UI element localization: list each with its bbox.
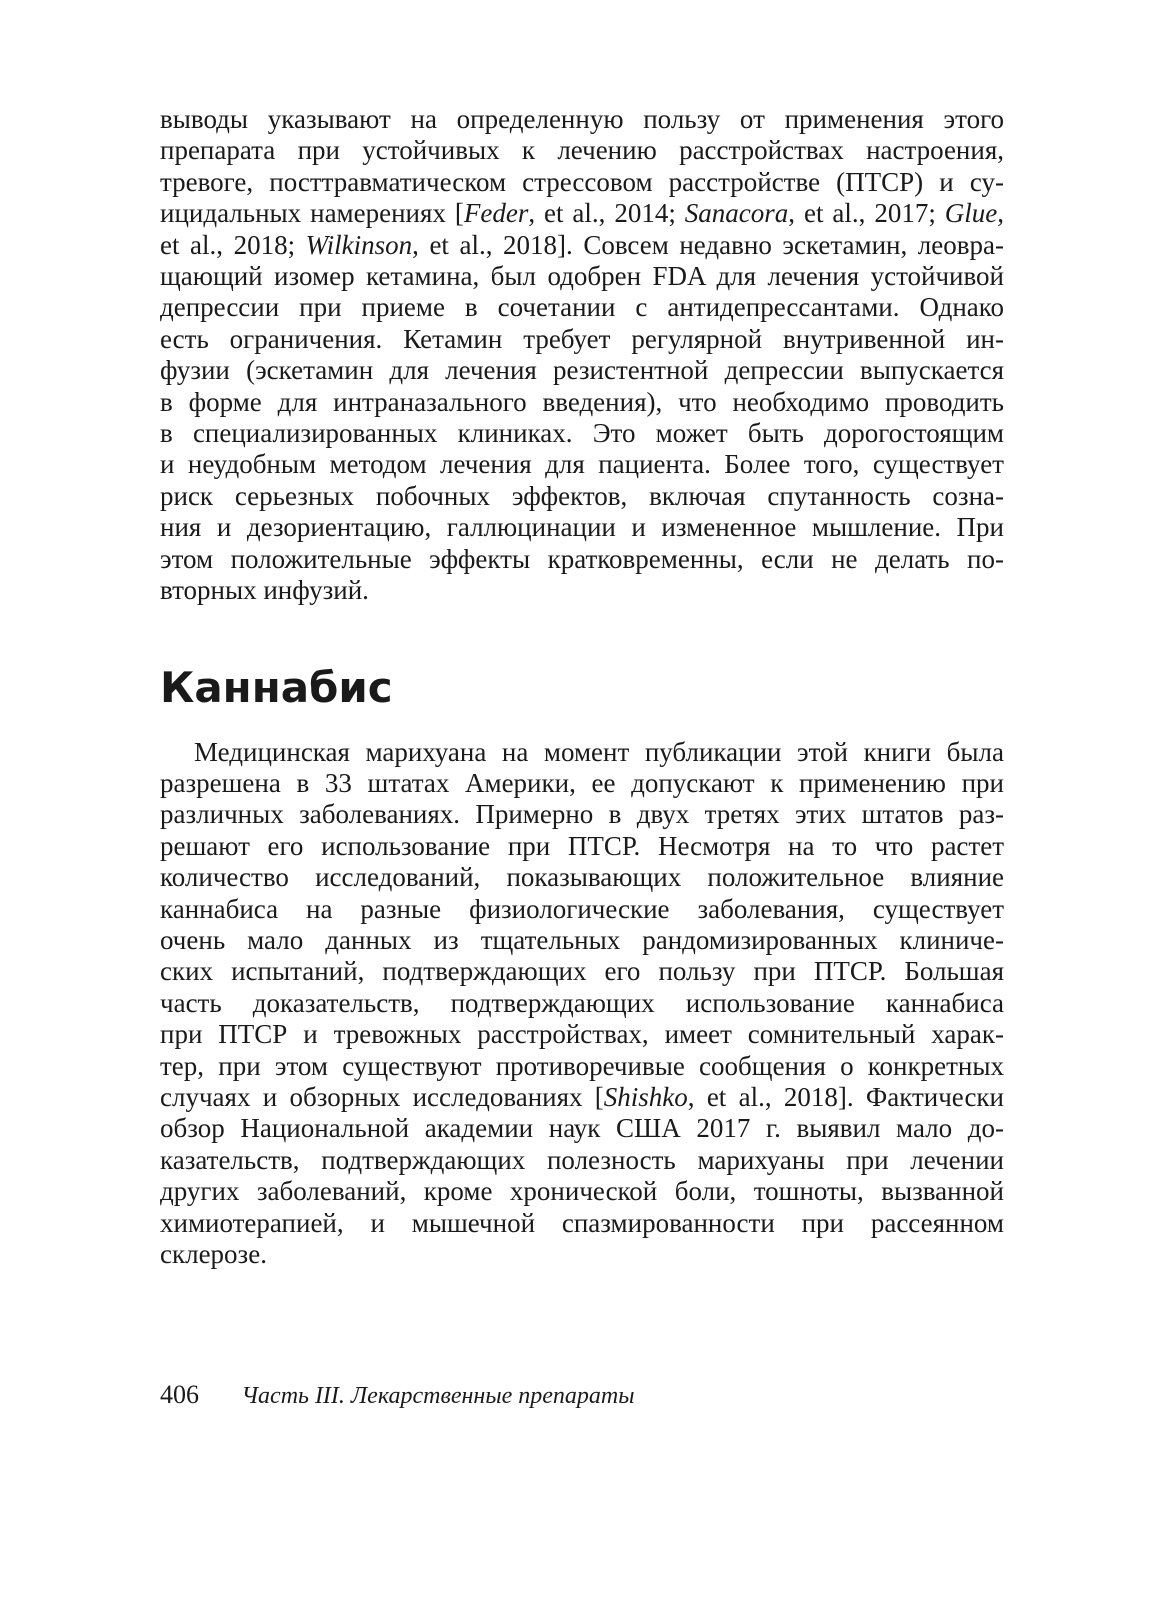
text-line: [160, 1019, 1004, 1050]
text-line: [160, 1082, 1004, 1113]
text-segment: каннабиса на разные физиологические заболевания, существует: [160, 893, 1004, 924]
text-segment: депрессии при приеме в сочетании с антидепрессантами. Однако: [160, 292, 1004, 323]
text-segment: при ПТСР и тревожных расстройствах, имеет сомнительный харак-: [160, 1019, 1004, 1050]
text-segment: в форме для интраназального введения), что необходимо проводить: [160, 386, 1004, 417]
text-segment: , et al., 2014;: [528, 198, 685, 229]
text-segment: решают его использование при ПТСР. Несмотря на то что растет: [160, 830, 1004, 861]
text-line: [160, 292, 1004, 323]
text-line: [160, 104, 1004, 135]
text-line: [160, 862, 1004, 893]
text-segment: и неудобным методом лечения для пациента. Более того, существует: [160, 449, 1004, 480]
page-number: 406: [160, 1380, 199, 1409]
text-line: [160, 418, 1004, 449]
text-segment: этом положительные эффекты кратковременны, если не делать по-: [160, 543, 1004, 574]
text-line: [160, 387, 1004, 418]
text-segment: тревоге, посттравматическом стрессовом расстройстве (ПТСР) и су-: [160, 166, 1004, 197]
text-line: [160, 988, 1004, 1019]
text-segment: обзор Национальной академии наук США 2017 г. выявил мало до-: [160, 1113, 1004, 1144]
citation-author: Feder: [463, 198, 529, 229]
text-segment: риск серьезных побочных эффектов, включая спутанность созна-: [160, 480, 1004, 511]
page-footer: [160, 1378, 1004, 1413]
text-line: [160, 1113, 1004, 1144]
text-line: [160, 324, 1004, 355]
text-line: [160, 799, 1004, 830]
text-segment: , et al., 2018]. Совсем недавно эскетамин, леовра-: [412, 229, 1004, 260]
citation-author: Shishko: [603, 1081, 688, 1112]
text-segment: ицидальных намерениях [: [160, 198, 464, 229]
text-segment: выводы указывают на определенную пользу от применения этого: [160, 104, 1004, 134]
text-line: [160, 512, 1004, 543]
text-segment: других заболеваний, кроме хронической боли, тошноты, вызванной: [160, 1176, 1004, 1207]
citation-author: Sanacora: [684, 198, 789, 229]
text-line: [160, 956, 1004, 987]
text-line: [160, 230, 1004, 261]
text-segment: разрешена в 33 штатах Америки, ее допускают к применению при: [160, 767, 1004, 798]
text-segment: различных заболеваниях. Примерно в двух третях этих штатов раз-: [160, 799, 1004, 830]
text-line: [160, 167, 1004, 198]
text-line: [160, 355, 1004, 386]
text-line: [160, 925, 1004, 956]
text-segment: , et al., 2017;: [788, 198, 945, 229]
text-line: [160, 1176, 1004, 1207]
text-line: [160, 1051, 1004, 1082]
text-segment: очень мало данных из тщательных рандомизированных клиниче-: [160, 924, 1004, 955]
text-segment: количество исследований, показывающих положительное влияние: [160, 862, 1004, 893]
text-segment: ния и дезориентацию, галлюцинации и измененное мышление. При: [160, 512, 1004, 543]
text-segment: случаях и обзорных исследованиях [: [160, 1081, 604, 1112]
text-line: [160, 1239, 1004, 1270]
citation-author: Wilkinson: [305, 229, 413, 260]
citation-author: Glue: [944, 198, 998, 229]
text-segment: часть доказательств, подтверждающих использование каннабиса: [160, 987, 1004, 1018]
text-line: [160, 831, 1004, 862]
text-segment: в специализированных клиниках. Это может быть дорогостоящим: [160, 418, 1004, 449]
text-segment: , et al., 2018]. Фактически: [687, 1081, 1004, 1112]
text-segment: тер, при этом существуют противоречивые сообщения о конкретных: [160, 1050, 1004, 1081]
text-segment: фузии (эскетамин для лечения резистентной депрессии выпускается: [160, 355, 1004, 386]
text-line: [160, 575, 1004, 606]
text-segment: препарата при устойчивых к лечению расстройствах настроения,: [160, 135, 1004, 166]
paragraph-ketamine: [160, 104, 1004, 607]
text-line: [160, 449, 1004, 480]
text-segment: et al., 2018;: [160, 229, 306, 260]
text-line: [160, 1145, 1004, 1176]
text-line: [160, 481, 1004, 512]
section-heading-cannabis: Каннабис: [160, 662, 393, 712]
text-line: [160, 768, 1004, 799]
text-segment: ских испытаний, подтверждающих его пользу при ПТСР. Большая: [160, 956, 1004, 987]
text-segment: щающий изомер кетамина, был одобрен FDA для лечения устойчивой: [160, 261, 1004, 292]
text-line: [160, 1208, 1004, 1239]
text-line: [160, 198, 1004, 229]
text-segment: есть ограничения. Кетамин требует регулярной внутривенной ин-: [160, 323, 1004, 354]
text-segment: склерозе.: [160, 1239, 267, 1269]
text-line: [160, 261, 1004, 292]
text-segment: химиотерапией, и мышечной спазмированности при рассеянном: [160, 1207, 1004, 1238]
text-segment: вторных инфузий.: [160, 575, 369, 606]
text-line: [160, 544, 1004, 575]
paragraph-cannabis: [160, 737, 1004, 1271]
text-line: [160, 737, 1004, 768]
text-segment: Медицинская марихуана на момент публикации этой книги была: [194, 736, 1004, 767]
running-title: Часть III. Лекарственные препараты: [241, 1383, 635, 1409]
text-segment: казательств, подтверждающих полезность марихуаны при лечении: [160, 1144, 1004, 1175]
text-line: [160, 894, 1004, 925]
text-line: [160, 135, 1004, 166]
text-segment: ,: [997, 198, 1004, 229]
page-body: [160, 104, 1004, 1270]
